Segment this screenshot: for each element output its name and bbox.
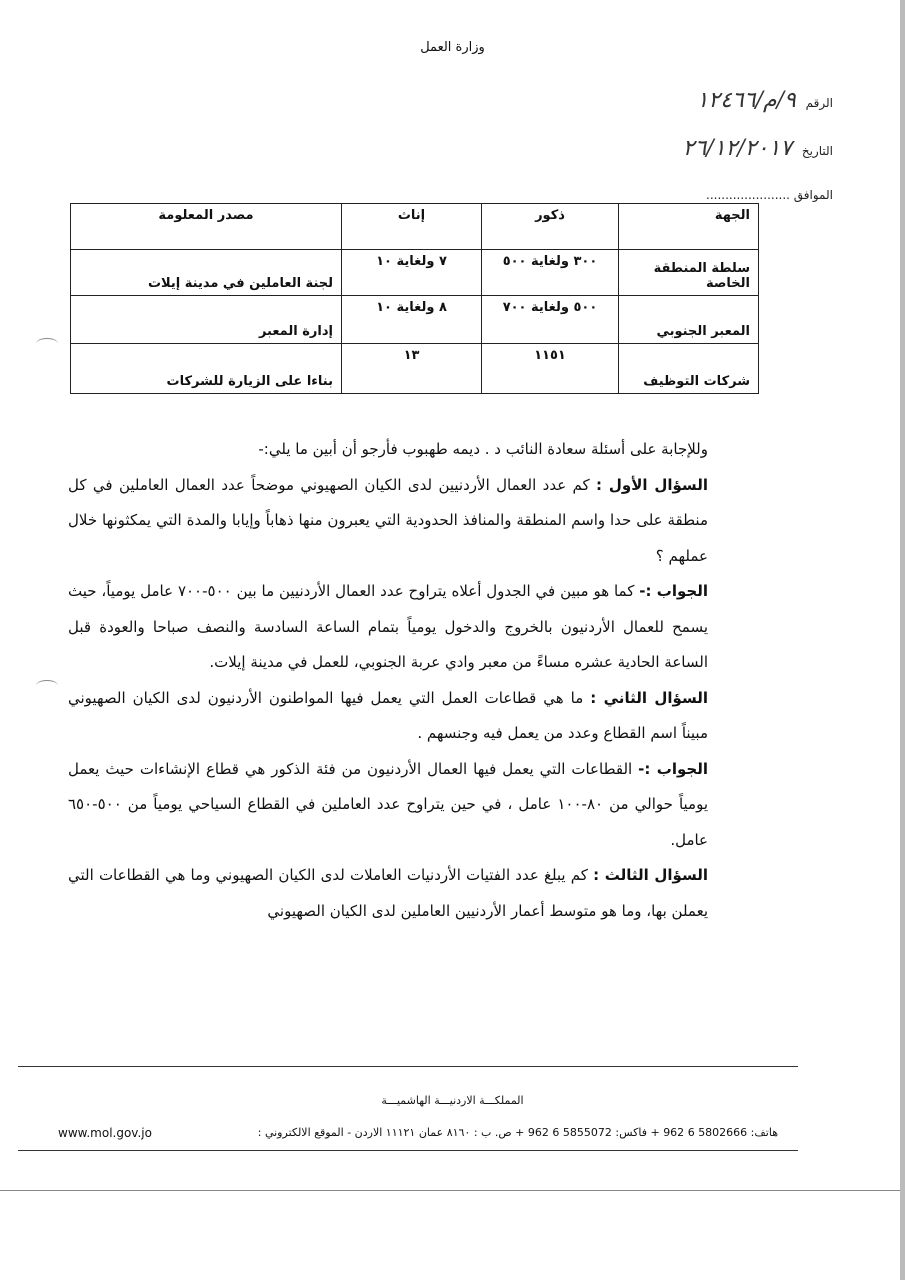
question-2-text: ما هي قطاعات العمل التي يعمل فيها المواطنون الأردنيون لدى الكيان الصهيوني مبيناً اسم القطاع وعدد من يعمل فيه وجنسهم .: [68, 688, 708, 742]
punch-hole-mark: [36, 680, 58, 691]
answer-2: [68, 752, 708, 859]
footer-kingdom: المملكـــة الاردنيـــة الهاشميـــة: [381, 1094, 524, 1107]
header-males: ذكور: [482, 204, 619, 250]
date-line: [683, 136, 833, 161]
footer-contact: [58, 1126, 778, 1140]
question-3-label: السؤال الثالث :: [593, 866, 708, 884]
table-header-row: [71, 204, 759, 250]
footer-website: www.mol.gov.jo: [58, 1126, 152, 1140]
agreement-line: [706, 188, 833, 202]
answer-2-text: القطاعات التي يعمل فيها العمال الأردنيون من فئة الذكور هي قطاع الإنشاءات حيث يعمل يومياً حوالي من ٨٠-١٠٠ عامل ، في حين يتراوح عدد العاملين في القطاع السياحي يومياً من ٥٠٠-٦٥٠ عامل.: [68, 759, 708, 849]
reference-label: الرقم: [805, 96, 833, 110]
cell-source: بناءا على الزيارة للشركات: [71, 344, 342, 394]
footer-contact-details: هاتف: 5802666 6 962 + فاكس: 5855072 6 962 + ص. ب : ٨١٦٠ عمان ١١١٢١ الاردن - الموقع الالكتروني :: [257, 1126, 778, 1139]
workers-table: [70, 203, 759, 394]
question-2: [68, 681, 708, 752]
answer-1-label: الجواب :-: [639, 582, 708, 600]
header-entity: الجهة: [619, 204, 759, 250]
cell-entity: سلطة المنطقة الخاصة: [619, 250, 759, 296]
scan-edge-shadow: [900, 0, 905, 1280]
reference-line: [696, 88, 833, 113]
footer-divider-top: [18, 1066, 798, 1067]
header-females: إناث: [342, 204, 482, 250]
cell-males: ٣٠٠ ولغاية ٥٠٠: [482, 250, 619, 296]
cell-females: ١٣: [342, 344, 482, 394]
cell-females: ٧ ولغاية ١٠: [342, 250, 482, 296]
header-source: مصدر المعلومة: [71, 204, 342, 250]
question-3: [68, 858, 708, 929]
question-1-label: السؤال الأول :: [596, 475, 708, 494]
intro-paragraph: وللإجابة على أسئلة سعادة النائب د . ديمه طهبوب فأرجو أن أبين ما يلي:-: [258, 440, 708, 458]
cell-source: إدارة المعبر: [71, 296, 342, 344]
cell-source: لجنة العاملين في مدينة إيلات: [71, 250, 342, 296]
cell-males: ١١٥١: [482, 344, 619, 394]
question-1: [68, 468, 708, 575]
answer-2-label: الجواب :-: [638, 759, 708, 778]
question-1-text: كم عدد العمال الأردنيين لدى الكيان الصهيوني موضحاً عدد العمال العاملين في كل منطقة على حدا واسم المنطقة والمنافذ الحدودية التي يعبرون منها ذهاباً وإيابا والمدة التي يمكثونها خلال عملهم ؟: [68, 475, 708, 565]
question-2-label: السؤال الثاني :: [590, 688, 708, 707]
table-row: [71, 250, 759, 296]
cell-females: ٨ ولغاية ١٠: [342, 296, 482, 344]
ministry-name: وزارة العمل: [420, 40, 485, 55]
date-label: التاريخ: [801, 144, 833, 158]
scan-edge-line: [0, 1190, 905, 1191]
table-row: [71, 296, 759, 344]
answer-1-text: كما هو مبين في الجدول أعلاه يتراوح عدد العمال الأردنيين ما بين ٥٠٠-٧٠٠ عامل يومياً، حيث يسمح للعمال الأردنيون بالخروج والدخول يومياً بتمام الساعة السادسة والنصف صباحا والعودة قبل الساعة الحادية عشره مساءً من معبر وادي عربة الجنوبي، للعمل في مدينة إيلات.: [68, 582, 708, 671]
date-value: ٢٦/١٢/٢٠١٧: [682, 136, 793, 161]
table-row: [71, 344, 759, 394]
cell-entity: المعبر الجنوبي: [619, 296, 759, 344]
answer-1: [68, 574, 708, 681]
cell-entity: شركات التوظيف: [619, 344, 759, 394]
letter-body: [68, 432, 708, 929]
reference-value: ٩/م/١٢٤٦٦: [696, 88, 796, 113]
punch-hole-mark: [36, 338, 58, 349]
cell-males: ٥٠٠ ولغاية ٧٠٠: [482, 296, 619, 344]
footer-divider-bottom: [18, 1150, 798, 1151]
agreement-label: الموافق: [793, 188, 833, 202]
agreement-dots: ......................: [706, 188, 790, 202]
question-3-text: كم يبلغ عدد الفتيات الأردنيات العاملات لدى الكيان الصهيوني وما هي القطاعات التي يعملن بها، وما هو متوسط أعمار الأردنيين العاملين لدى الكيان الصهيوني: [68, 866, 708, 920]
